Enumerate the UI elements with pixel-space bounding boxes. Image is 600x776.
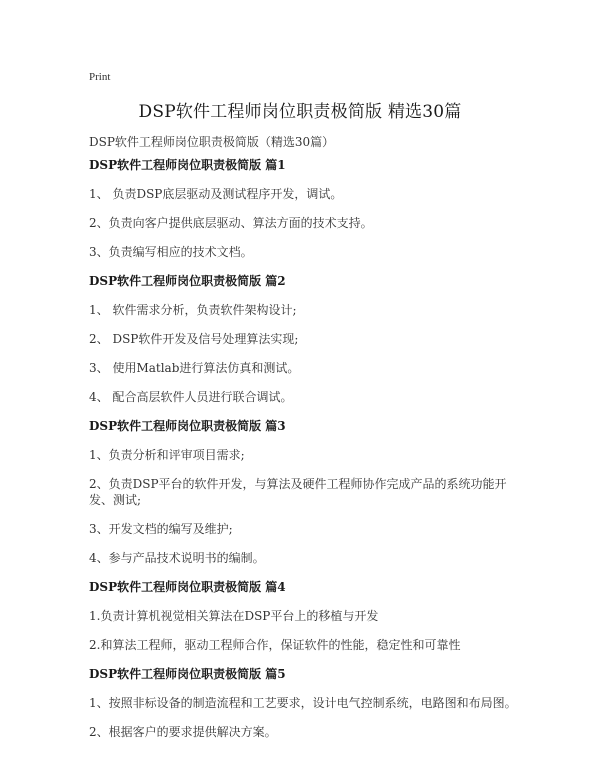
list-item: 1、 软件需求分析，负责软件架构设计; — [89, 303, 297, 317]
document-title: DSP软件工程师岗位职责极简版 精选30篇 — [138, 102, 462, 122]
list-item: 3、 使用Matlab进行算法仿真和测试。 — [89, 361, 300, 375]
list-item: 1、负责分析和评审项目需求; — [89, 448, 245, 462]
section-heading: DSP软件工程师岗位职责极简版 篇4 — [89, 580, 286, 594]
list-item: 2、负责向客户提供底层驱动、算法方面的技术支持。 — [89, 216, 373, 230]
list-item: 3、负责编写相应的技术文档。 — [89, 245, 253, 259]
list-item: 1、按照非标设备的制造流程和工艺要求，设计电气控制系统，电路图和布局图。 — [89, 696, 517, 710]
list-item: 2、根据客户的要求提供解决方案。 — [89, 725, 277, 739]
list-item: 2、负责DSP平台的软件开发，与算法及硬件工程师协作完成产品的系统功能开发、测试; — [89, 477, 507, 507]
list-item: 2.和算法工程师，驱动工程师合作，保证软件的性能，稳定性和可靠性 — [89, 638, 461, 652]
list-item: 1.负责计算机视觉相关算法在DSP平台上的移植与开发 — [89, 609, 379, 623]
list-item: 1、 负责DSP底层驱动及测试程序开发，调试。 — [89, 187, 343, 201]
list-item: 4、 配合高层软件人员进行联合调试。 — [89, 390, 293, 404]
print-label: Print — [89, 71, 111, 83]
list-item: 3、开发文档的编写及维护; — [89, 522, 233, 536]
section-heading: DSP软件工程师岗位职责极简版 篇5 — [89, 667, 286, 681]
list-item: 4、参与产品技术说明书的编制。 — [89, 551, 265, 565]
document-subtitle: DSP软件工程师岗位职责极简版（精选30篇） — [89, 135, 335, 149]
document-body — [89, 157, 529, 750]
list-item: 2、 DSP软件开发及信号处理算法实现; — [89, 332, 299, 346]
section-heading: DSP软件工程师岗位职责极简版 篇1 — [89, 158, 286, 172]
section-heading: DSP软件工程师岗位职责极简版 篇2 — [89, 274, 286, 288]
section-heading: DSP软件工程师岗位职责极简版 篇3 — [89, 419, 286, 433]
